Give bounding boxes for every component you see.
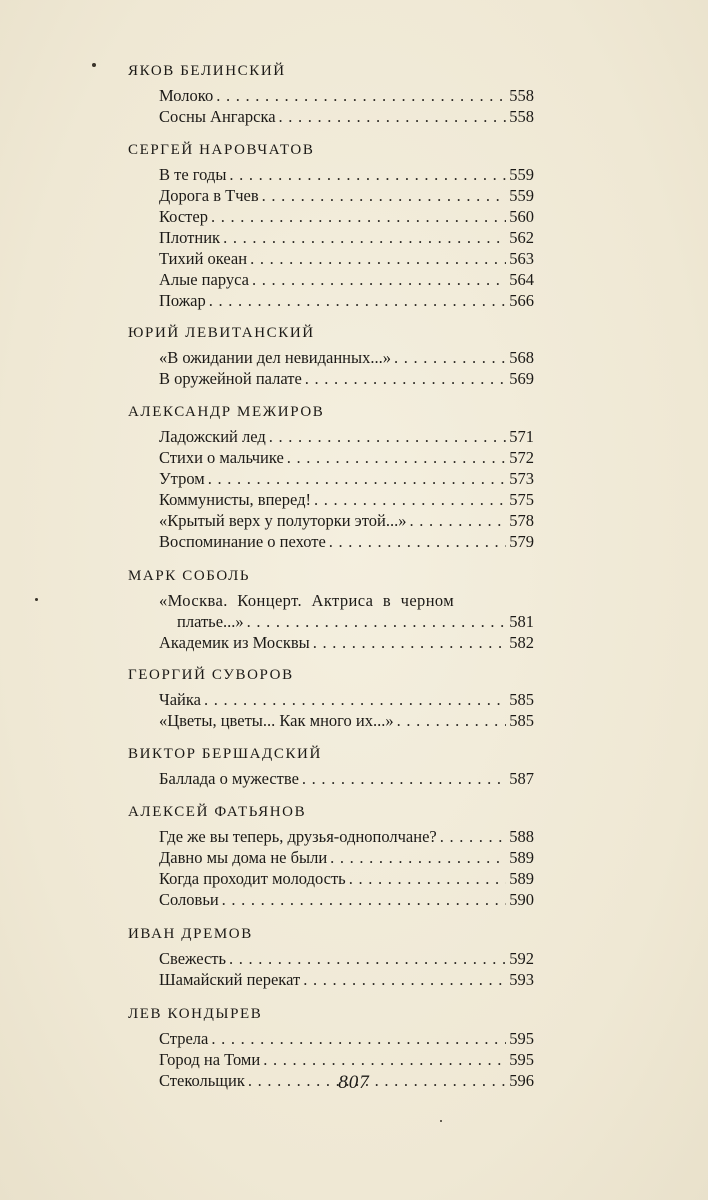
entry-page-number: 587 — [509, 769, 534, 788]
entry-list — [159, 347, 534, 389]
entry-page-number: 559 — [509, 165, 534, 184]
entry-page-number: 590 — [509, 890, 534, 909]
dot-leader — [213, 85, 506, 106]
entry-list — [159, 948, 534, 990]
author-heading: ИВАН ДРЕМОВ — [128, 926, 253, 942]
author-heading: ЯКОВ БЕЛИНСКИЙ — [128, 63, 286, 79]
dot-leader — [247, 248, 506, 269]
dot-leader — [346, 868, 506, 889]
toc-entry — [159, 632, 534, 653]
dot-leader — [219, 889, 506, 910]
entry-page-number: 585 — [509, 711, 534, 730]
entry-page-number: 571 — [509, 427, 534, 446]
entry-page-number: 568 — [509, 348, 534, 367]
entry-title: Пожар — [159, 291, 206, 310]
dot-leader — [208, 1028, 506, 1049]
toc-entry — [159, 969, 534, 990]
dot-leader — [266, 426, 506, 447]
entry-title: Костер — [159, 207, 208, 226]
ink-speck — [92, 63, 96, 67]
entry-title: Алые паруса — [159, 270, 249, 289]
dot-leader — [226, 164, 506, 185]
entry-title: Дорога в Тчев — [159, 186, 259, 205]
entry-page-number: 558 — [509, 107, 534, 126]
entry-title: Баллада о мужестве — [159, 769, 299, 788]
toc-entry — [159, 227, 534, 248]
dot-leader — [206, 290, 506, 311]
entry-title: Тихий океан — [159, 249, 248, 268]
author-heading: АЛЕКСЕЙ ФАТЬЯНОВ — [128, 804, 307, 820]
table-of-contents — [128, 48, 534, 1091]
toc-section — [128, 664, 534, 731]
entry-page-number: 573 — [509, 469, 534, 488]
dot-leader — [201, 689, 506, 710]
entry-title: Когда проходит молодость — [159, 869, 346, 888]
entry-page-number: 589 — [509, 848, 534, 867]
entry-list — [159, 85, 534, 127]
page-number: 807 — [338, 1072, 370, 1093]
toc-section — [128, 322, 534, 389]
dot-leader — [302, 368, 506, 389]
toc-entry — [159, 510, 534, 531]
toc-entry — [159, 85, 534, 106]
entry-page-number: 559 — [509, 186, 534, 205]
entry-title: Ладожский лед — [159, 427, 266, 446]
toc-entry — [159, 447, 534, 468]
toc-section — [128, 401, 534, 552]
toc-entry — [159, 269, 534, 290]
toc-entry — [159, 826, 534, 847]
toc-entry — [159, 689, 534, 710]
entry-page-number: 572 — [509, 448, 534, 467]
entry-page-number: 579 — [509, 532, 534, 551]
entry-title: Город на Томи — [159, 1050, 261, 1069]
toc-entry — [159, 426, 534, 447]
entry-page-number: 578 — [509, 511, 534, 530]
dot-leader — [284, 447, 506, 468]
entry-page-number: 562 — [509, 228, 534, 247]
dot-leader — [300, 969, 506, 990]
toc-entry — [159, 868, 534, 889]
toc-section — [128, 743, 534, 789]
entry-page-number: 563 — [509, 249, 534, 268]
dot-leader — [311, 489, 506, 510]
dot-leader — [391, 347, 506, 368]
toc-entry — [159, 368, 534, 389]
toc-entry — [159, 248, 534, 269]
entry-title: Воспоминание о пехоте — [159, 532, 326, 551]
entry-page-number: 558 — [509, 86, 534, 105]
toc-entry — [159, 590, 534, 632]
entry-title: «В ожидании дел невиданных...» — [159, 348, 391, 367]
toc-entry — [159, 106, 534, 127]
toc-section — [128, 801, 534, 910]
dot-leader — [260, 1049, 506, 1070]
toc-section — [128, 565, 534, 653]
dot-leader — [326, 531, 506, 552]
entry-title: Чайка — [159, 690, 201, 709]
dot-leader — [327, 847, 506, 868]
toc-entry — [159, 710, 534, 731]
entry-title-continued: платье...» — [177, 612, 244, 631]
toc-entry — [159, 468, 534, 489]
entry-page-number: 566 — [509, 291, 534, 310]
toc-entry — [159, 889, 534, 910]
entry-title: Стрела — [159, 1029, 209, 1048]
entry-title: Стекольщик — [159, 1071, 245, 1090]
entry-list — [159, 826, 534, 910]
toc-entry — [159, 164, 534, 185]
entry-page-number: 560 — [509, 207, 534, 226]
author-heading: ВИКТОР БЕРШАДСКИЙ — [128, 746, 322, 762]
author-heading: ЛЕВ КОНДЫРЕВ — [128, 1006, 263, 1022]
entry-title: «Цветы, цветы... Как много их...» — [159, 711, 394, 730]
author-heading: МАРК СОБОЛЬ — [128, 568, 251, 584]
toc-entry — [159, 1028, 534, 1049]
entry-title: Стихи о мальчике — [159, 448, 284, 467]
dot-leader — [310, 632, 506, 653]
entry-page-number: 564 — [509, 270, 534, 289]
entry-page-number: 595 — [509, 1050, 534, 1069]
entry-title: Соловьи — [159, 890, 219, 909]
toc-section — [128, 60, 534, 127]
entry-title: «Москва. Концерт. Актриса в черном — [159, 591, 455, 610]
author-heading: СЕРГЕЙ НАРОВЧАТОВ — [128, 142, 315, 158]
entry-page-number: 585 — [509, 690, 534, 709]
toc-entry — [159, 347, 534, 368]
entry-list — [159, 768, 534, 789]
entry-page-number: 596 — [509, 1071, 534, 1090]
entry-page-number: 582 — [509, 633, 534, 652]
author-heading: АЛЕКСАНДР МЕЖИРОВ — [128, 404, 325, 420]
toc-entry — [159, 290, 534, 311]
entry-title: Сосны Ангарска — [159, 107, 276, 126]
dot-leader — [437, 826, 506, 847]
entry-title: Плотник — [159, 228, 221, 247]
entry-page-number: 593 — [509, 970, 534, 989]
entry-title: «Крытый верх у полуторки этой...» — [159, 511, 407, 530]
entry-title: Утром — [159, 469, 205, 488]
dot-leader — [249, 269, 506, 290]
toc-entry — [159, 768, 534, 789]
ink-speck — [440, 1120, 442, 1122]
entry-page-number: 589 — [509, 869, 534, 888]
dot-leader — [299, 768, 506, 789]
toc-entry — [159, 948, 534, 969]
entry-page-number: 581 — [509, 612, 534, 631]
entry-title: В оружейной палате — [159, 369, 302, 388]
entry-page-number: 588 — [509, 827, 534, 846]
entry-list — [159, 164, 534, 311]
toc-entry — [159, 489, 534, 510]
toc-entry — [159, 1049, 534, 1070]
dot-leader — [220, 227, 506, 248]
entry-title: Свежесть — [159, 949, 226, 968]
entry-title: Где же вы теперь, друзья-однополчане? — [159, 827, 437, 846]
author-heading: ЮРИЙ ЛЕВИТАНСКИЙ — [128, 325, 315, 341]
author-heading: ГЕОРГИЙ СУВОРОВ — [128, 667, 294, 683]
entry-title-continued-line — [159, 611, 534, 632]
entry-title: В те годы — [159, 165, 227, 184]
entry-title: Давно мы дома не были — [159, 848, 328, 867]
entry-page-number: 575 — [509, 490, 534, 509]
dot-leader — [208, 206, 506, 227]
entry-title: Коммунисты, вперед! — [159, 490, 311, 509]
toc-section — [128, 139, 534, 311]
dot-leader — [276, 106, 506, 127]
toc-section — [128, 923, 534, 990]
dot-leader — [226, 948, 506, 969]
entry-page-number: 595 — [509, 1029, 534, 1048]
toc-entry — [159, 531, 534, 552]
toc-entry — [159, 847, 534, 868]
entry-page-number: 569 — [509, 369, 534, 388]
entry-page-number: 592 — [509, 949, 534, 968]
entry-title: Молоко — [159, 86, 214, 105]
dot-leader — [244, 611, 506, 632]
entry-title: Шамайский перекат — [159, 970, 301, 989]
dot-leader — [205, 468, 506, 489]
dot-leader — [259, 185, 506, 206]
entry-list — [159, 426, 534, 552]
dot-leader — [394, 710, 506, 731]
toc-entry — [159, 185, 534, 206]
entry-list — [159, 590, 534, 653]
dot-leader — [406, 510, 506, 531]
entry-list — [159, 689, 534, 731]
ink-speck — [35, 598, 38, 601]
entry-title: Академик из Москвы — [159, 633, 310, 652]
toc-entry — [159, 206, 534, 227]
